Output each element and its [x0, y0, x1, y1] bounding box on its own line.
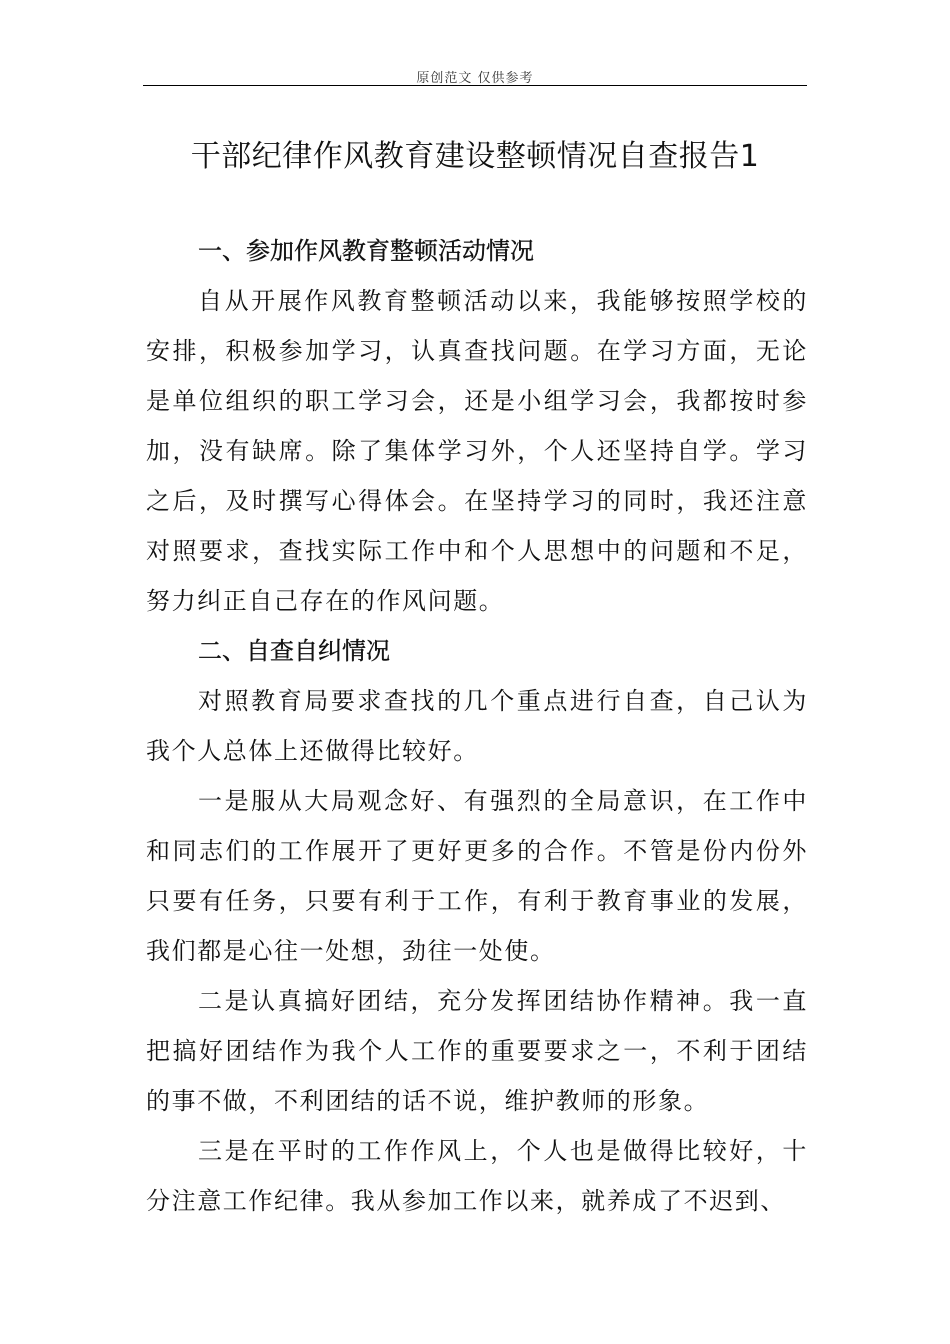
- header-divider: [143, 85, 807, 86]
- header-note: 原创范文 仅供参考: [416, 71, 534, 86]
- document-body: [146, 226, 808, 1226]
- section-heading-self-check: 二、自查自纠情况: [198, 637, 390, 665]
- paragraph-self-check-intro: 对照教育局要求查找的几个重点进行自查，自己认为我个人总体上还做得比较好。: [146, 687, 808, 765]
- section-heading-participation: 一、参加作风教育整顿活动情况: [198, 237, 534, 265]
- paragraph-point-one: 一是服从大局观念好、有强烈的全局意识，在工作中和同志们的工作展开了更好更多的合作。不管是份内份外只要有任务，只要有利于工作，有利于教育事业的发展，我们都是心往一处想，劲往一处使。: [146, 787, 808, 965]
- document-title: 干部纪律作风教育建设整顿情况自查报告1: [190, 139, 760, 174]
- paragraph-participation: 自从开展作风教育整顿活动以来，我能够按照学校的安排，积极参加学习，认真查找问题。在学习方面，无论是单位组织的职工学习会，还是小组学习会，我都按时参加，没有缺席。除了集体学习外，个人还坚持自学。学习之后，及时撰写心得体会。在坚持学习的同时，我还注意对照要求，查找实际工作中和个人思想中的问题和不足，努力纠正自己存在的作风问题。: [146, 287, 808, 615]
- paragraph-point-three: 三是在平时的工作作风上，个人也是做得比较好，十分注意工作纪律。我从参加工作以来，就养成了不迟到、: [146, 1137, 808, 1215]
- paragraph-point-two: 二是认真搞好团结，充分发挥团结协作精神。我一直把搞好团结作为我个人工作的重要要求之一，不利于团结的事不做，不利团结的话不说，维护教师的形象。: [146, 987, 808, 1115]
